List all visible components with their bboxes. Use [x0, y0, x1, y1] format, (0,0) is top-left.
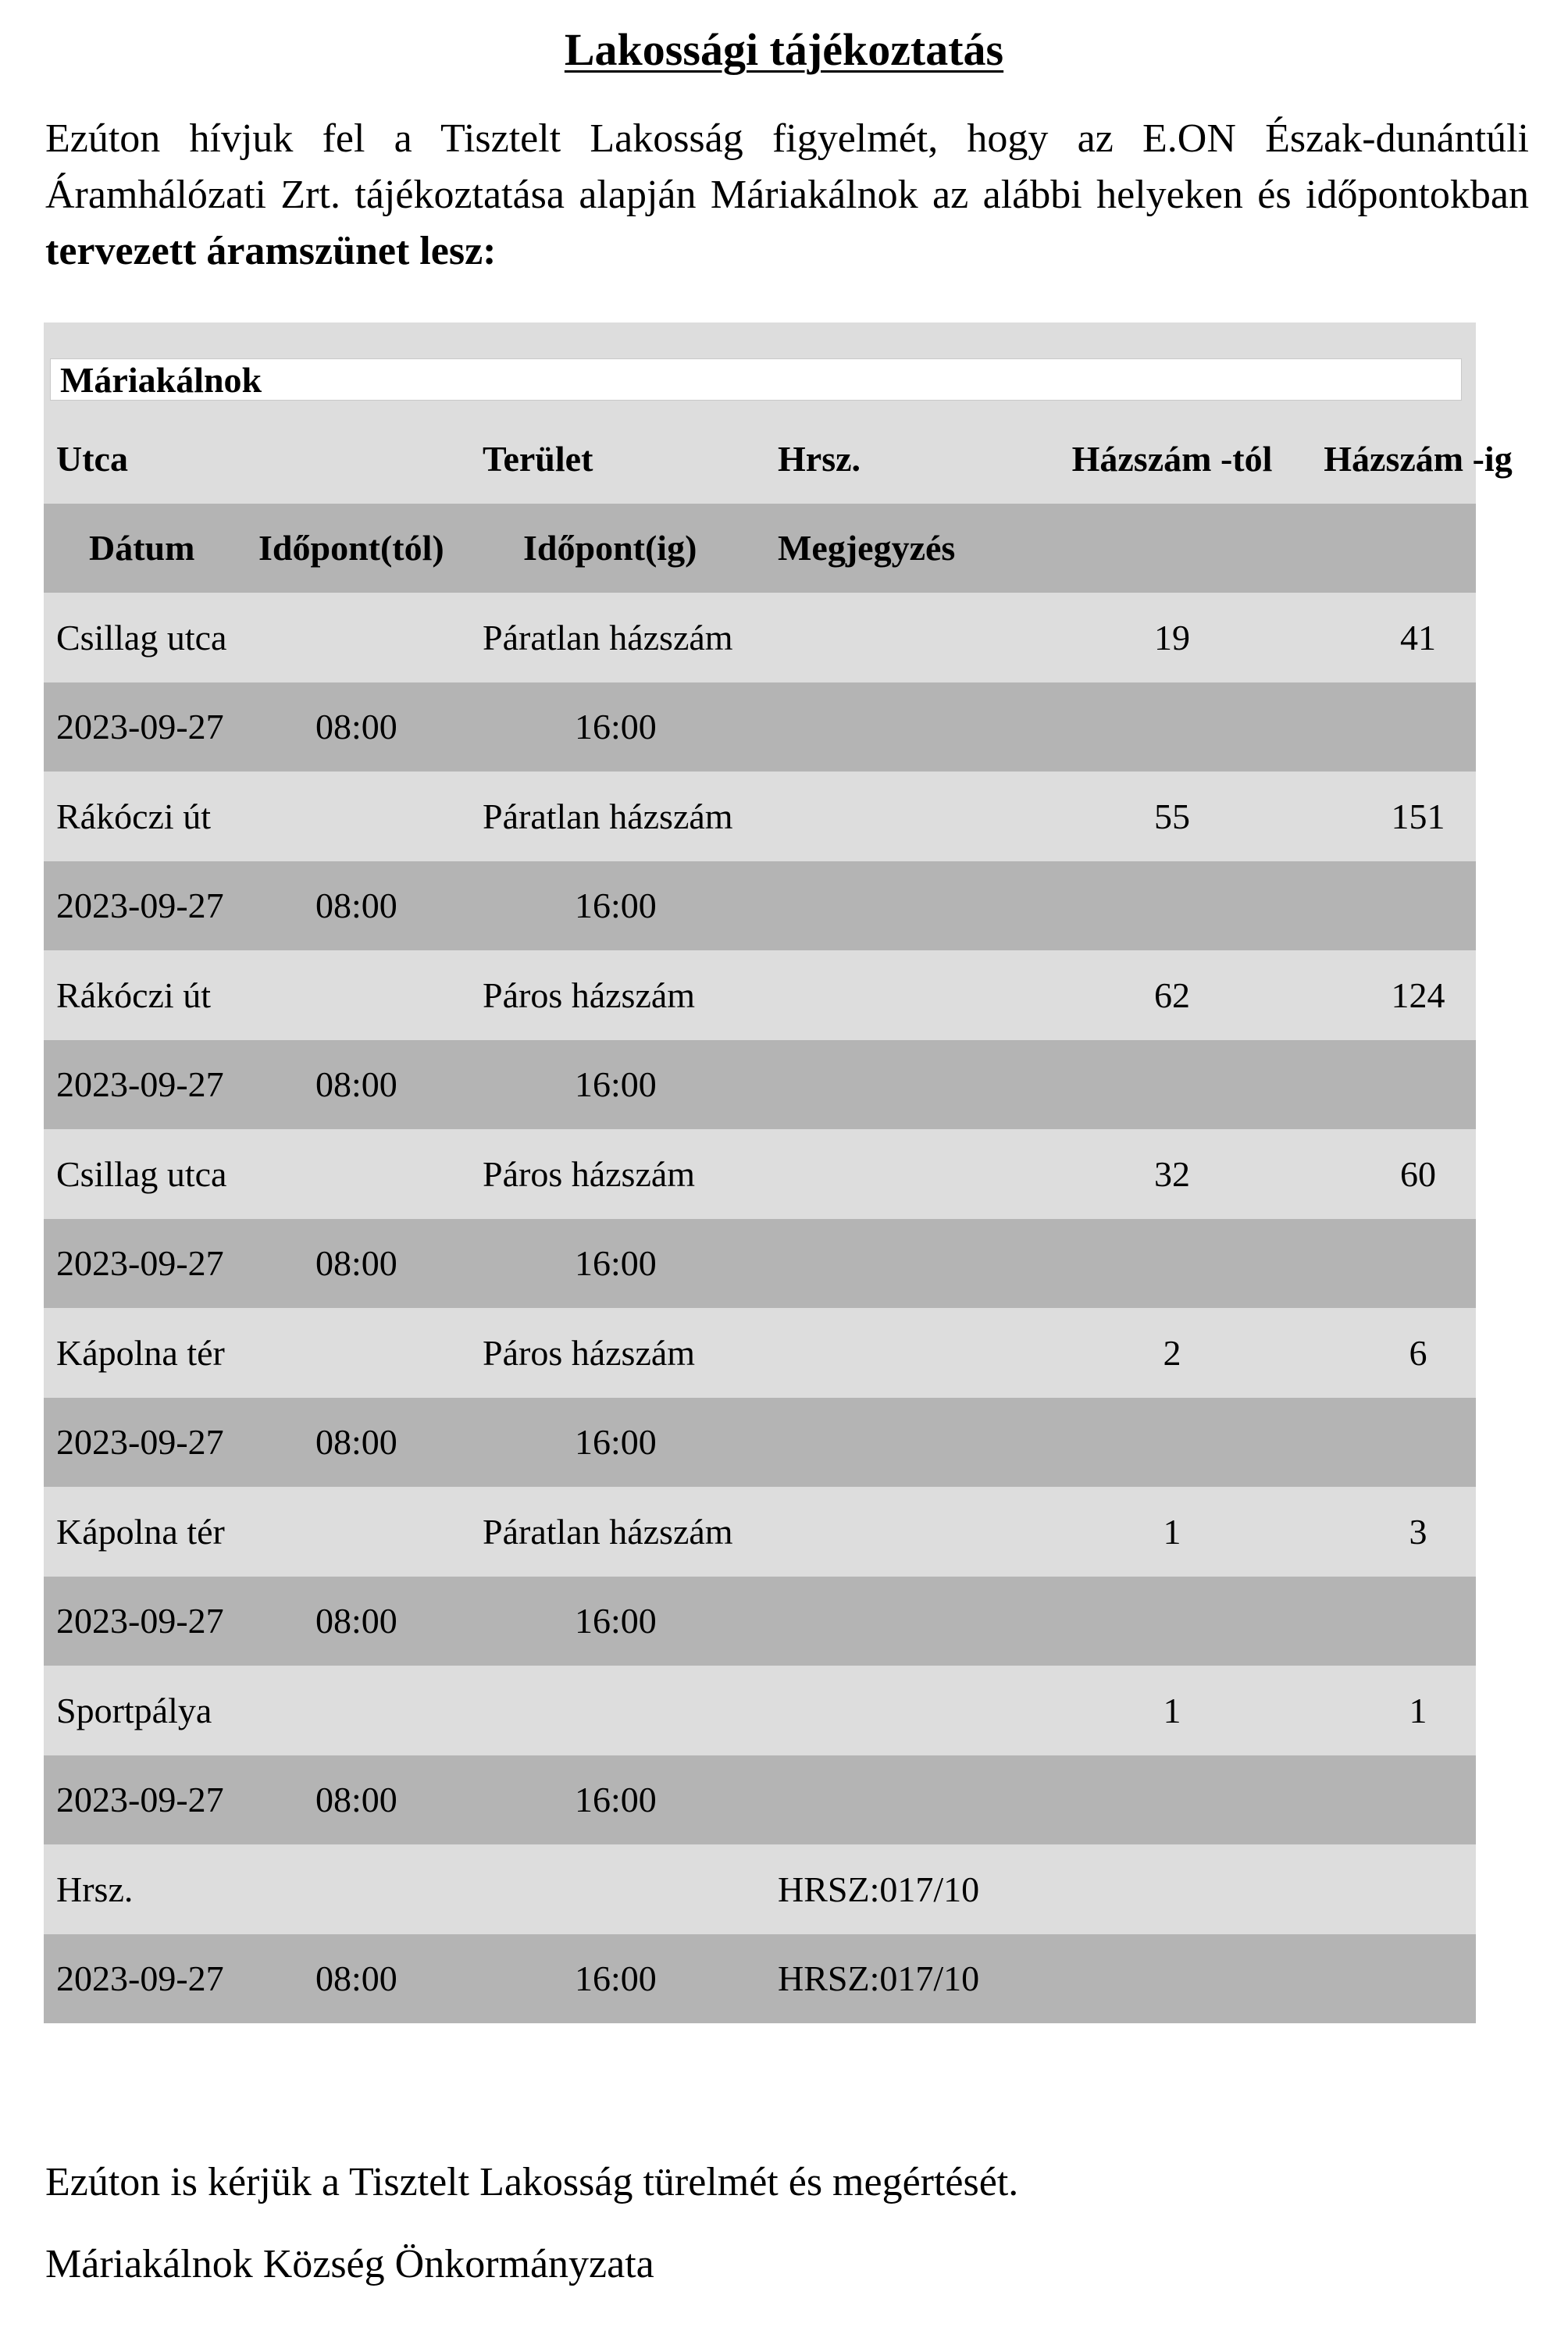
table-row-location	[44, 1487, 1476, 1577]
table-row-location	[44, 950, 1476, 1040]
date-cell: 2023-09-27	[56, 707, 224, 747]
area-cell: Páratlan házszám	[483, 617, 733, 658]
time-from-cell: 08:00	[315, 1780, 397, 1820]
time-from-cell: 08:00	[315, 886, 397, 926]
closing-request: Ezúton is kérjük a Tisztelt Lakosság türelmét és megértését.	[45, 2160, 1019, 2204]
hrsz-cell: HRSZ:017/10	[778, 1869, 980, 1909]
house-from-cell: 2	[1163, 1332, 1181, 1373]
table-body	[44, 593, 1476, 2023]
house-from-cell: 32	[1154, 1153, 1190, 1194]
header-note: Megjegyzés	[778, 528, 956, 568]
time-from-cell: 08:00	[315, 1243, 397, 1284]
house-to-cell: 1	[1409, 1690, 1427, 1730]
header-date: Dátum	[89, 528, 195, 568]
area-cell: Páros házszám	[483, 975, 696, 1015]
house-from-cell: 62	[1154, 975, 1190, 1015]
table-row-location	[44, 772, 1476, 861]
intro-text: Ezúton hívjuk fel a Tisztelt Lakosság figyelmét, hogy az E.ON Észak-dunántúli Áramhálózati Zrt. tájékoztatása alapján Máriakálnok az alábbi helyeken és időpontokban	[45, 116, 1529, 217]
area-cell: Páratlan házszám	[483, 796, 733, 836]
table-top-band	[44, 323, 1476, 358]
table-row-time	[44, 1577, 1476, 1666]
time-to-cell: 16:00	[575, 1958, 657, 1999]
header-hrsz: Hrsz.	[778, 438, 861, 479]
time-to-cell: 16:00	[575, 707, 657, 747]
house-from-cell: 1	[1163, 1511, 1181, 1552]
date-cell: 2023-09-27	[56, 1958, 224, 1999]
place-name: Máriakálnok	[50, 358, 1462, 401]
time-from-cell: 08:00	[315, 1958, 397, 1999]
date-cell: 2023-09-27	[56, 1422, 224, 1463]
signature-line: Máriakálnok Község Önkormányzata	[45, 2242, 654, 2286]
table-row-time	[44, 861, 1476, 951]
house-to-cell: 6	[1409, 1332, 1427, 1373]
intro-paragraph	[45, 111, 1529, 280]
table-row-location	[44, 1308, 1476, 1398]
street-cell: Csillag utca	[56, 1153, 227, 1194]
table-row-location	[44, 1129, 1476, 1219]
page-title: Lakossági tájékoztatás	[564, 24, 1004, 75]
date-cell: 2023-09-27	[56, 886, 224, 926]
street-cell: Kápolna tér	[56, 1332, 225, 1373]
time-to-cell: 16:00	[575, 1780, 657, 1820]
intro-bold-text: tervezett áramszünet lesz:	[45, 229, 497, 273]
table-header-location	[44, 414, 1513, 504]
area-cell: Páros házszám	[483, 1332, 696, 1373]
table-row-location	[44, 1666, 1476, 1755]
header-house-from: Házszám -tól	[1071, 438, 1273, 479]
area-cell: Páros házszám	[483, 1153, 696, 1194]
street-cell: Sportpálya	[56, 1690, 212, 1730]
house-to-cell	[1262, 1844, 1568, 1934]
area-cell: Páratlan házszám	[483, 1511, 733, 1552]
house-to-cell: 41	[1400, 617, 1436, 658]
time-to-cell: 16:00	[575, 886, 657, 926]
table-row-time	[44, 1755, 1476, 1845]
house-from-cell: 55	[1154, 796, 1190, 836]
street-cell: Hrsz.	[56, 1869, 134, 1909]
table-row-time	[44, 1934, 1476, 2024]
note-cell: HRSZ:017/10	[778, 1958, 980, 1999]
table-header-time	[44, 504, 1476, 593]
header-house-to: Házszám -ig	[1324, 438, 1513, 479]
table-row-time	[44, 1040, 1476, 1130]
header-street: Utca	[56, 438, 128, 479]
table-row-time	[44, 682, 1476, 772]
table-row-time	[44, 1219, 1476, 1309]
time-from-cell: 08:00	[315, 1601, 397, 1641]
table-row-time	[44, 1398, 1476, 1488]
time-to-cell: 16:00	[575, 1064, 657, 1105]
header-area: Terület	[483, 438, 593, 479]
house-to-cell: 60	[1400, 1153, 1436, 1194]
house-from-cell: 1	[1163, 1690, 1181, 1730]
table-row-location	[44, 1844, 1476, 1934]
place-band	[44, 358, 1476, 414]
house-to-cell: 3	[1409, 1511, 1427, 1552]
date-cell: 2023-09-27	[56, 1243, 224, 1284]
street-cell: Rákóczi út	[56, 975, 211, 1015]
time-from-cell: 08:00	[315, 1422, 397, 1463]
date-cell: 2023-09-27	[56, 1601, 224, 1641]
date-cell: 2023-09-27	[56, 1064, 224, 1105]
header-time-to: Időpont(ig)	[523, 528, 697, 568]
street-cell: Kápolna tér	[56, 1511, 225, 1552]
date-cell: 2023-09-27	[56, 1780, 224, 1820]
street-cell: Rákóczi út	[56, 796, 211, 836]
time-to-cell: 16:00	[575, 1601, 657, 1641]
street-cell: Csillag utca	[56, 617, 227, 658]
house-to-cell: 151	[1391, 796, 1445, 836]
time-from-cell: 08:00	[315, 1064, 397, 1105]
time-to-cell: 16:00	[575, 1243, 657, 1284]
time-to-cell: 16:00	[575, 1422, 657, 1463]
time-from-cell: 08:00	[315, 707, 397, 747]
outage-table	[44, 323, 1513, 2023]
house-to-cell: 124	[1391, 975, 1445, 1015]
table-row-location	[44, 593, 1476, 682]
house-from-cell: 19	[1154, 617, 1190, 658]
header-time-from: Időpont(tól)	[258, 528, 444, 568]
